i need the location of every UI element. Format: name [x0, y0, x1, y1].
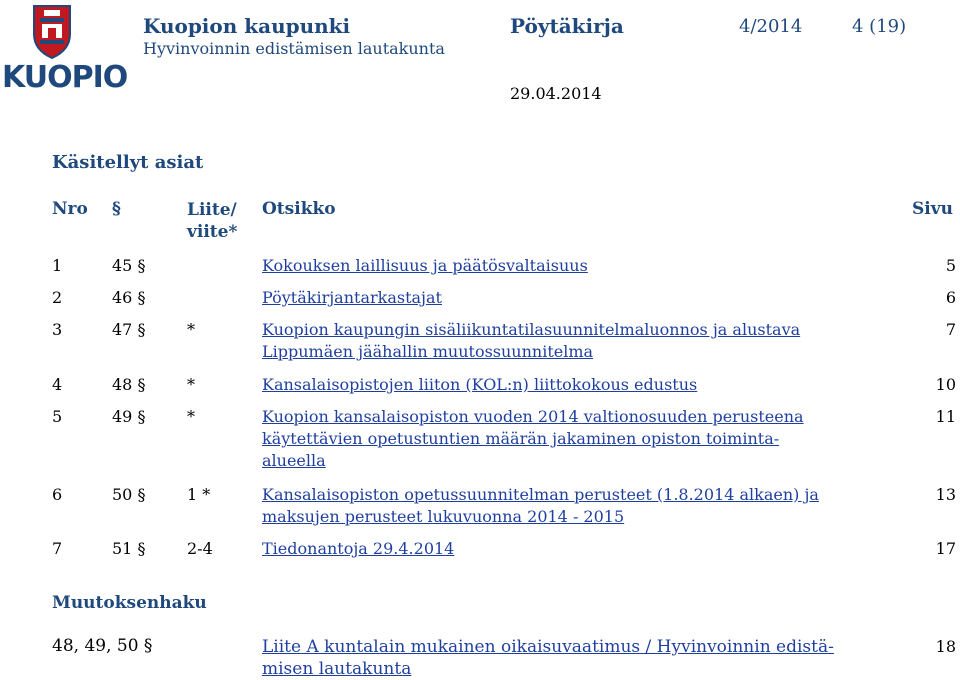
row-paragraph: 51 § — [112, 539, 146, 558]
row-title-link[interactable]: Kuopion kansalaisopiston vuoden 2014 valtionosuuden perusteena — [262, 407, 804, 426]
document-number: 4/2014 — [739, 16, 803, 37]
row-title-link[interactable]: Kansalaisopiston opetussuunnitelman perusteet (1.8.2014 alkaen) ja — [262, 485, 819, 504]
row-title-link[interactable]: alueella — [262, 451, 326, 470]
row-title-link[interactable]: Kuopion kaupungin sisäliikuntatilasuunnitelmaluonnos ja alustava — [262, 320, 801, 339]
row-title-link[interactable]: Kansalaisopistojen liiton (KOL:n) liittokokous edustus — [262, 375, 698, 394]
appeal-page: 18 — [935, 637, 956, 656]
row-paragraph: 48 § — [112, 375, 146, 394]
column-header-otsikko: Otsikko — [262, 199, 336, 219]
row-title-link[interactable]: käytettävien opetustuntien määrän jakaminen opiston toiminta- — [262, 429, 780, 448]
appeal-title-link[interactable]: Liite A kuntalain mukainen oikaisuvaatimus / Hyvinvoinnin edistä- — [262, 637, 834, 657]
column-header-section: § — [112, 199, 121, 219]
meeting-date: 29.04.2014 — [510, 84, 602, 103]
row-page: 7 — [945, 320, 956, 339]
row-nro: 5 — [52, 407, 63, 426]
appeal-title — [262, 636, 834, 680]
column-header-liite: Liite/ viite* — [187, 200, 238, 242]
row-title-link[interactable]: Lippumäen jäähallin muutossuunnitelma — [262, 342, 594, 361]
appeal-section-title: Muutoksenhaku — [52, 593, 207, 613]
row-page: 11 — [935, 407, 956, 426]
row-page: 13 — [935, 485, 956, 504]
row-page: 10 — [935, 375, 956, 394]
row-nro: 2 — [52, 288, 63, 307]
row-title — [262, 319, 800, 363]
row-liite: 1 * — [187, 485, 211, 504]
row-paragraph: 45 § — [112, 256, 146, 275]
row-nro: 6 — [52, 485, 63, 504]
row-title-link[interactable]: maksujen perusteet lukuvuonna 2014 - 2015 — [262, 507, 625, 526]
row-liite: * — [187, 407, 195, 426]
row-paragraph: 49 § — [112, 407, 146, 426]
row-nro: 1 — [52, 256, 63, 275]
row-liite: 2-4 — [187, 539, 213, 558]
row-liite: * — [187, 375, 195, 394]
row-title — [262, 484, 819, 528]
appeal-title-link[interactable]: misen lautakunta — [262, 659, 412, 679]
row-page: 5 — [945, 256, 956, 275]
row-title-link[interactable]: Kokouksen laillisuus ja päätösvaltaisuus — [262, 256, 588, 275]
row-nro: 4 — [52, 375, 63, 394]
board-name: Hyvinvoinnin edistämisen lautakunta — [143, 39, 445, 58]
row-page: 17 — [935, 539, 956, 558]
column-header-nro: Nro — [52, 199, 88, 219]
row-paragraph: 46 § — [112, 288, 146, 307]
appeal-paragraphs: 48, 49, 50 § — [52, 636, 153, 656]
organization-name: Kuopion kaupunki — [143, 14, 351, 38]
row-paragraph: 50 § — [112, 485, 146, 504]
column-header-sivu: Sivu — [912, 199, 953, 219]
row-page: 6 — [945, 288, 956, 307]
logo-wordmark: KUOPIO — [2, 60, 128, 95]
row-title — [262, 406, 804, 472]
row-paragraph: 47 § — [112, 320, 146, 339]
row-title-link[interactable]: Pöytäkirjantarkastajat — [262, 288, 442, 307]
row-nro: 7 — [52, 539, 63, 558]
document-type: Pöytäkirja — [510, 14, 624, 38]
row-nro: 3 — [52, 320, 63, 339]
section-title: Käsitellyt asiat — [52, 152, 204, 173]
row-title-link[interactable]: Tiedonantoja 29.4.2014 — [262, 539, 455, 558]
row-liite: * — [187, 320, 195, 339]
page-indicator: 4 (19) — [852, 16, 907, 37]
